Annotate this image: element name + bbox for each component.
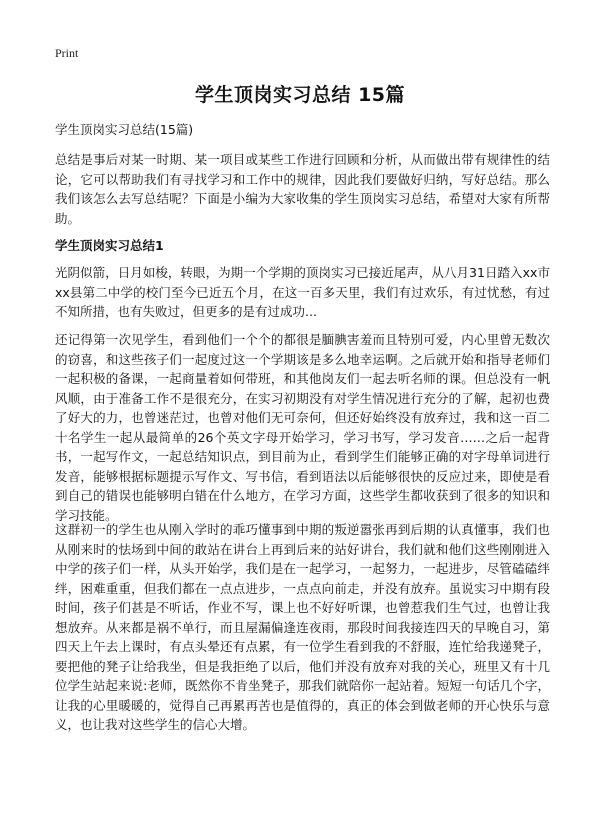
document-subtitle: 学生顶岗实习总结(15篇) (55, 122, 194, 137)
intro-paragraph: 总结是事后对某一时期、某一项目或某些工作进行回顾和分析，从而做出带有规律性的结论，它可以帮助我们有寻找学习和工作中的规律，因此我们要做好归纳，写好总结。那么我们该怎么去写总结呢？下面是小编为大家收集的学生顶岗实习总结，希望对大家有所帮助。 (55, 152, 550, 226)
body-paragraph-1: 光阴似箭，日月如梭，转眼，为期一个学期的顶岗实习已接近尾声，从八月31日踏入xx市xx县第二中学的校门至今已近五个月，在这一百多天里，我们有过欢乐，有过忧愁，有过不知所措，也有失败过，但更多的是有过成功... (55, 265, 550, 319)
page-title: 学生顶岗实习总结 15篇 (194, 84, 406, 106)
section-heading: 学生顶岗实习总结1 (55, 238, 164, 253)
body-paragraph-3: 这群初一的学生也从刚入学时的乖巧懂事到中期的叛逆嚣张再到后期的认真懂事，我们也从刚来时的怯场到中间的敢站在讲台上再到后来的站好讲台，我们就和他们这些刚刚进入中学的孩子们一样，从头开始学，我们是在一起学习，一起努力，一起进步，尽管磕磕绊绊，困难重重，但我们都在一点点进步，一点点向前走，并没有放弃。虽说实习中期有段时间，孩子们甚是不听话，作业不写，课上也不好好听课，也曾惹我们生气过，也曾让我想放弃。从来都是祸不单行，而且屋漏偏逢连夜雨，那段时间我接连四天的早晚自习，第四天上午去上课时，有点头晕还有点累，有一位学生看到我的不舒服，连忙给我递凳子，要把他的凳子让给我坐，但是我拒绝了以后，他们并没有放弃对我的关心，班里又有十几位学生站起来说:老师，既然你不肯坐凳子，那我们就陪你一起站着。短短一句话几个字，让我的心里暖暖的，觉得自己再累再苦也是值得的，真正的体会到做老师的开心快乐与意义，也让我对这些学生的信心大增。 (55, 522, 550, 732)
body-paragraph-2: 还记得第一次见学生，看到他们一个个的都很是腼腆害羞而且特别可爱，内心里曾无数次的窃喜，和这些孩子们一起度过这一个学期该是多么地幸运啊。之后就开始和指导老师们一起积极的备课，一起商量着如何带班，和其他岗友们一起去听名师的课。但总没有一帆风顺，由于准备工作不是很充分，在实习初期没有对学生情况进行充分的了解，起初也费了好大的力，也曾迷茫过，也曾对他们无可奈何，但还好始终没有放弃过，我和这一百二十名学生一起从最简单的26个英文字母开始学习，学习书写，学习发音……之后一起背书，一起写作文，一起总结知识点，到目前为止，看到学生们能够正确的对字母单词进行发音，能够根据标题提示写作文、写书信，看到语法以后能够很快的反应过来，即使是看到自己的错误也能够明白错在什么地方，在学习方面，这些学生都收获到了很多的知识和学习技能。 (55, 332, 550, 523)
print-label[interactable]: Print (55, 46, 79, 60)
